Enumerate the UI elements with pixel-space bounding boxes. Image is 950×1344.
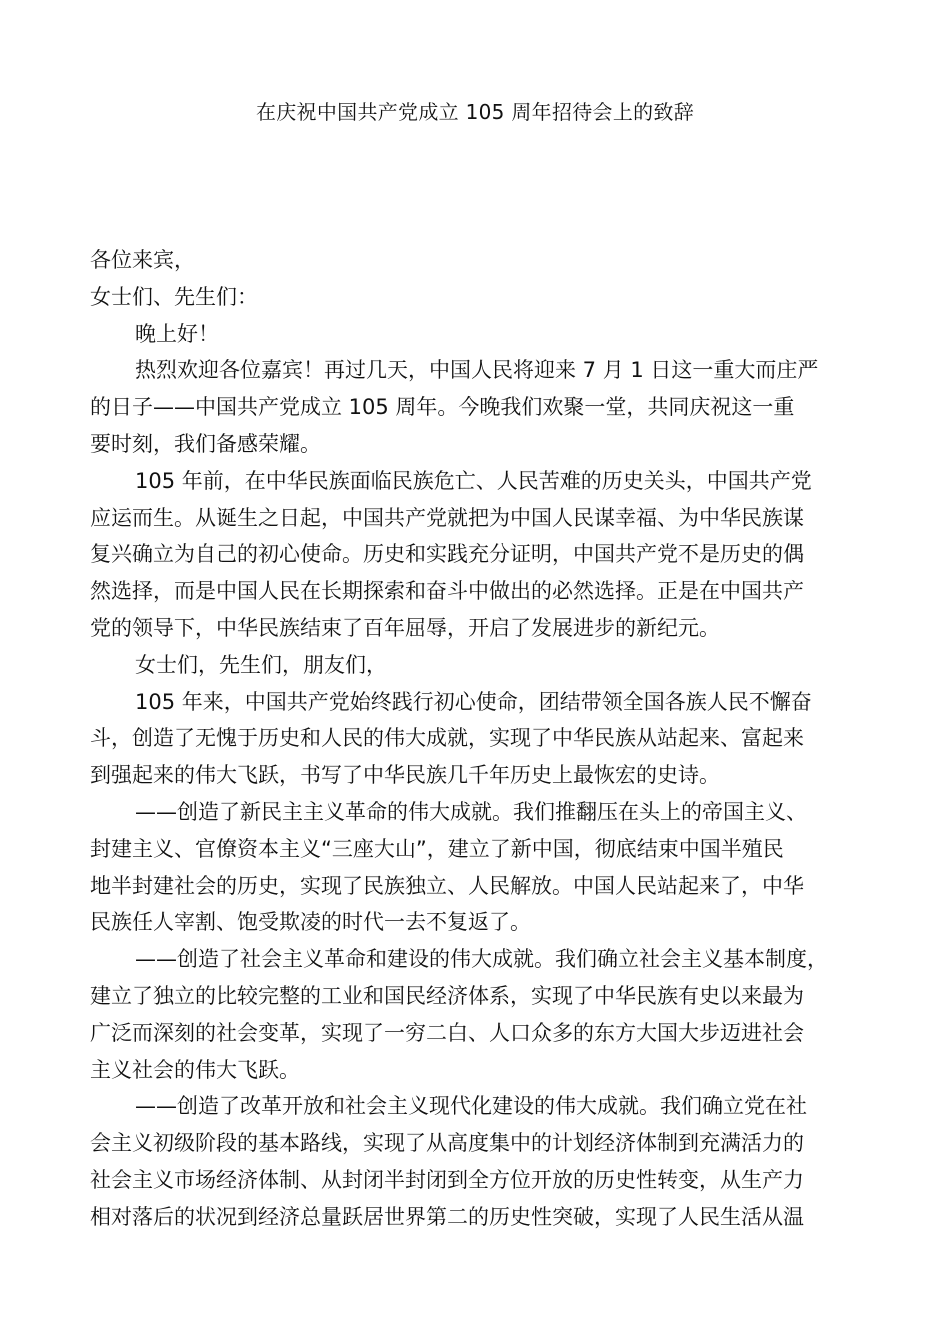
body-line: 会主义初级阶段的基本路线，实现了从高度集中的计划经济体制到充满活力的 bbox=[90, 1131, 804, 1156]
body-line: 然选择，而是中国人民在长期探索和奋斗中做出的必然选择。正是在中国共产 bbox=[90, 579, 804, 604]
body-line: 广泛而深刻的社会变革，实现了一穷二白、人口众多的东方大国大步迈进社会 bbox=[90, 1020, 804, 1045]
body-line: 斗，创造了无愧于历史和人民的伟大成就，实现了中华民族从站起来、富起来 bbox=[90, 726, 804, 751]
body-line: 封建主义、官僚资本主义“三座大山”，建立了新中国，彻底结束中国半殖民 bbox=[90, 836, 784, 861]
body-line: 105 年来，中国共产党始终践行初心使命，团结带领全国各族人民不懈奋 bbox=[135, 689, 812, 714]
body-line: ——创造了社会主义革命和建设的伟大成就。我们确立社会主义基本制度， bbox=[135, 947, 828, 972]
body-line: 相对落后的状况到经济总量跃居世界第二的历史性突破，实现了人民生活从温 bbox=[90, 1204, 804, 1229]
body-line: 女士们、先生们： bbox=[90, 284, 258, 309]
body-line: 建立了独立的比较完整的工业和国民经济体系，实现了中华民族有史以来最为 bbox=[90, 983, 804, 1008]
body-line: 105 年前，在中华民族面临民族危亡、人民苦难的历史关头，中国共产党 bbox=[135, 468, 812, 493]
body-line: ——创造了新民主主义革命的伟大成就。我们推翻压在头上的帝国主义、 bbox=[135, 799, 807, 824]
document-body bbox=[90, 242, 870, 1236]
body-line: 各位来宾， bbox=[90, 248, 195, 272]
body-line: ——创造了改革开放和社会主义现代化建设的伟大成就。我们确立党在社 bbox=[135, 1094, 807, 1119]
body-line: 晚上好！ bbox=[135, 321, 219, 346]
body-line: 党的领导下，中华民族结束了百年屈辱，开启了发展进步的新纪元。 bbox=[90, 615, 720, 640]
body-line: 民族任人宰割、饱受欺凌的时代一去不复返了。 bbox=[90, 910, 531, 935]
body-line: 社会主义市场经济体制、从封闭半封闭到全方位开放的历史性转变，从生产力 bbox=[90, 1167, 804, 1192]
body-line: 复兴确立为自己的初心使命。历史和实践充分证明，中国共产党不是历史的偶 bbox=[90, 542, 804, 567]
body-line: 到强起来的伟大飞跃，书写了中华民族几千年历史上最恢宏的史诗。 bbox=[90, 763, 720, 788]
body-line: 应运而生。从诞生之日起，中国共产党就把为中国人民谋幸福、为中华民族谋 bbox=[90, 505, 804, 530]
document-title: 在庆祝中国共产党成立 105 周年招待会上的致辞 bbox=[255, 100, 695, 124]
body-line: 的日子——中国共产党成立 105 周年。今晚我们欢聚一堂，共同庆祝这一重 bbox=[90, 395, 795, 420]
body-line: 主义社会的伟大飞跃。 bbox=[90, 1057, 300, 1082]
body-line: 地半封建社会的历史，实现了民族独立、人民解放。中国人民站起来了，中华 bbox=[90, 873, 804, 898]
body-line: 要时刻，我们备感荣耀。 bbox=[90, 431, 321, 456]
body-line: 女士们，先生们，朋友们， bbox=[135, 652, 387, 677]
body-line: 热烈欢迎各位嘉宾！再过几天，中国人民将迎来 7 月 1 日这一重大而庄严 bbox=[135, 358, 819, 383]
